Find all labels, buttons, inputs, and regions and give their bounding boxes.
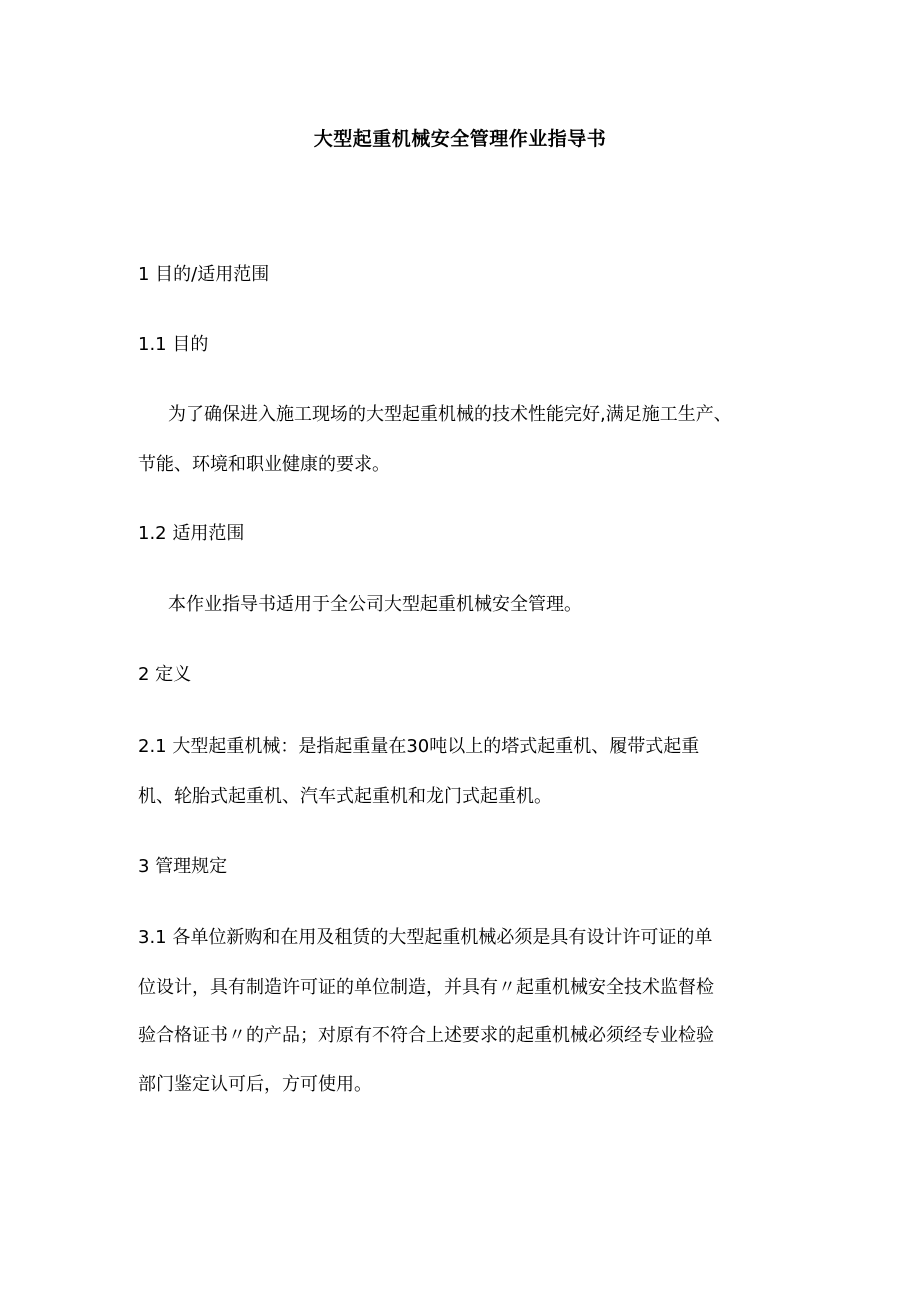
paragraph-3-1-line-3: 验合格证书〃的产品；对原有不符合上述要求的起重机械必须经专业检验 [138,1025,714,1046]
section-3-heading: 3 管理规定 [138,856,228,877]
document-title: 大型起重机械安全管理作业指导书 [313,128,607,150]
paragraph-3-1-line-1: 3.1 各单位新购和在用及租赁的大型起重机械必须是具有设计许可证的单 [138,927,713,948]
paragraph-2-1-line-2: 机、轮胎式起重机、汽车式起重机和龙门式起重机。 [138,786,552,807]
paragraph-3-1-line-2: 位设计，具有制造许可证的单位制造，并具有〃起重机械安全技术监督检 [138,977,714,998]
paragraph-3-1-line-4: 部门鉴定认可后，方可使用。 [138,1074,372,1095]
section-1-2-heading: 1.2 适用范围 [138,523,245,544]
paragraph-1-2: 本作业指导书适用于全公司大型起重机械安全管理。 [168,594,582,615]
paragraph-1-1-line-2: 节能、环境和职业健康的要求。 [138,454,390,475]
paragraph-2-1-line-1: 2.1 大型起重机械：是指起重量在30吨以上的塔式起重机、履带式起重 [138,736,700,757]
section-1-1-heading: 1.1 目的 [138,334,209,355]
section-1-heading: 1 目的/适用范围 [138,264,270,285]
section-2-heading: 2 定义 [138,664,192,685]
paragraph-1-1-line-1: 为了确保进入施工现场的大型起重机械的技术性能完好,满足施工生产、 [168,404,732,425]
